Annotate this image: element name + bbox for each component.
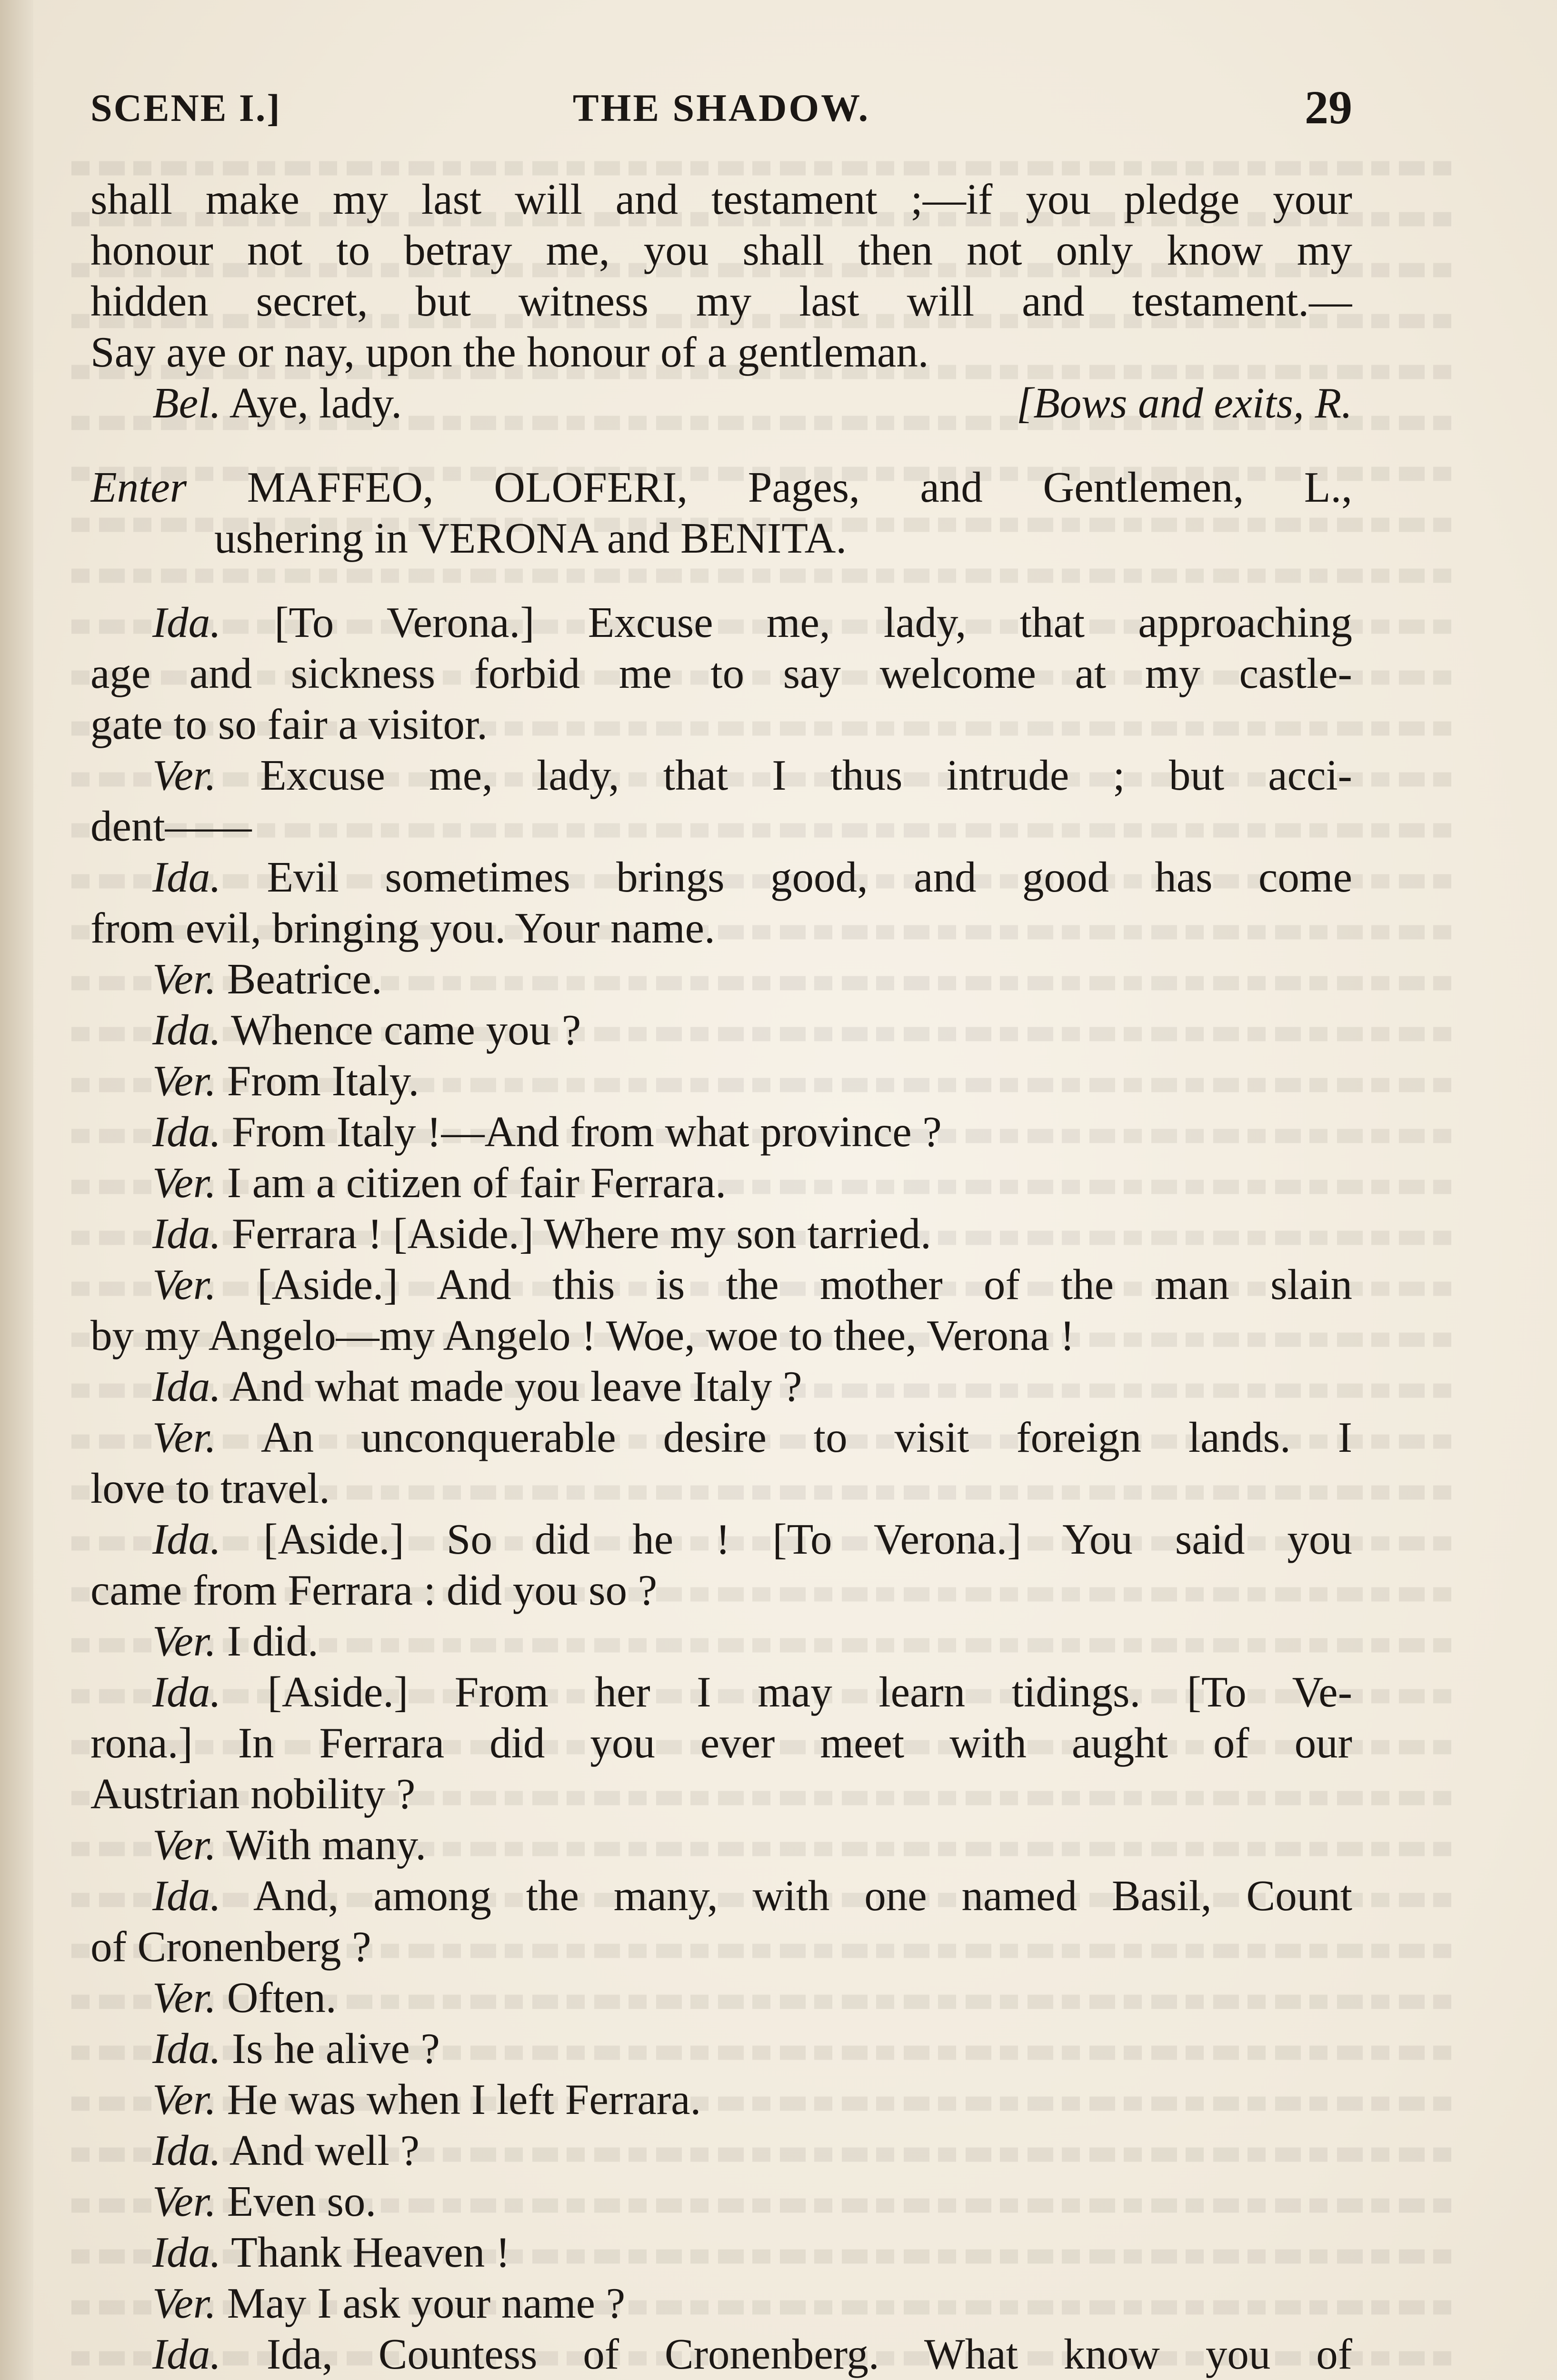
text-line <box>90 1463 1352 1514</box>
running-header <box>90 76 1352 148</box>
line-text: Ida. [To Verona.] Excuse me, lady, that approaching <box>152 598 1352 646</box>
speaker-name: Ver. <box>152 1057 216 1105</box>
text-line <box>90 1208 1352 1259</box>
paragraph-gap <box>90 564 1352 597</box>
speaker-name: Ver. <box>152 1413 216 1461</box>
line-text: Enter MAFFEO, OLOFERI, Pages, and Gentlemen, L., <box>90 463 1352 511</box>
page-gutter <box>0 0 33 2380</box>
text-line <box>90 1972 1352 2023</box>
speaker-name: Enter <box>90 463 187 511</box>
speaker-name: Ida. <box>152 1108 221 1156</box>
text-line <box>90 699 1352 750</box>
line-text: Ida. [Aside.] From her I may learn tidings. [To Ve- <box>152 1668 1352 1716</box>
line-text: Ver. Beatrice. <box>152 955 382 1003</box>
speaker-name: Ida. <box>152 1515 221 1563</box>
line-text: Austrian nobility ? <box>90 1770 416 1818</box>
text-line <box>90 1004 1352 1055</box>
text-line <box>90 2023 1352 2074</box>
text-line <box>90 174 1352 225</box>
text-line <box>90 1870 1352 1921</box>
text-line <box>90 953 1352 1004</box>
speaker-name: Bel. <box>152 379 221 427</box>
line-text: Ver. I am a citizen of fair Ferrara. <box>152 1159 727 1207</box>
text-line <box>90 1717 1352 1768</box>
line-text: Ver. Excuse me, lady, that I thus intrude ; but acci- <box>152 751 1352 799</box>
line-text: by my Angelo—my Angelo ! Woe, woe to thee, Verona ! <box>90 1311 1075 1359</box>
dialogue-text: Bel. Aye, lady. <box>152 379 402 427</box>
text-line <box>90 2278 1352 2329</box>
speaker-name: Ida. <box>152 1872 221 1920</box>
line-text: age and sickness forbid me to say welcome at my castle- <box>90 649 1352 697</box>
speaker-name: Ida. <box>152 853 221 901</box>
text-line <box>90 1819 1352 1870</box>
text-line <box>90 2329 1352 2380</box>
text-line <box>90 276 1352 327</box>
text-line <box>90 327 1352 377</box>
speaker-name: Ida. <box>152 1668 221 1716</box>
page-number: 29 <box>1305 81 1352 134</box>
text-line <box>90 648 1352 699</box>
speaker-name: Ida. <box>152 1006 221 1054</box>
page-body-text <box>90 174 1352 2380</box>
line-text: Ver. I did. <box>152 1617 319 1665</box>
line-text: Ida. From Italy !—And from what province ? <box>152 1108 942 1156</box>
speaker-name: Ver. <box>152 751 216 799</box>
speaker-name: Ida. <box>152 2126 221 2174</box>
line-text: Ida. Is he alive ? <box>152 2024 440 2073</box>
line-text: Ida. And well ? <box>152 2126 420 2174</box>
text-line <box>90 801 1352 852</box>
text-line <box>90 1361 1352 1412</box>
speaker-name: Ver. <box>152 2279 216 2327</box>
text-line <box>90 597 1352 648</box>
line-text: Say aye or nay, upon the honour of a gentleman. <box>90 328 929 376</box>
line-text: hidden secret, but witness my last will and testament.— <box>90 277 1352 325</box>
text-line <box>90 1768 1352 1819</box>
text-line <box>90 1514 1352 1565</box>
line-text: Ida. Thank Heaven ! <box>152 2228 510 2276</box>
line-text: Ver. Often. <box>152 1973 337 2022</box>
line-text: Ver. May I ask your name ? <box>152 2279 626 2327</box>
line-text: Ida. And what made you leave Italy ? <box>152 1362 802 1410</box>
text-line <box>90 1259 1352 1310</box>
text-line <box>90 2074 1352 2125</box>
paragraph-gap <box>90 428 1352 462</box>
line-text: shall make my last will and testament ;—if you pledge your <box>90 175 1352 223</box>
speaker-name: Ida. <box>152 598 221 646</box>
line-text: Ida. And, among the many, with one named Basil, Count <box>152 1872 1352 1920</box>
text-line <box>90 1616 1352 1666</box>
text-line <box>90 513 1352 564</box>
speaker-name: Ida. <box>152 1362 221 1410</box>
show-through-line <box>71 161 1452 176</box>
speaker-name: Ver. <box>152 1973 216 2022</box>
line-text: rona.] In Ferrara did you ever meet with aught of our <box>90 1719 1352 1767</box>
line-text: from evil, bringing you. Your name. <box>90 904 715 952</box>
text-line <box>90 1565 1352 1616</box>
text-line <box>90 852 1352 902</box>
speaker-name: Ida. <box>152 1210 221 1258</box>
stage-direction: [Bows and exits, R. <box>1016 379 1352 427</box>
text-line <box>90 377 1352 428</box>
speaker-name: Ida. <box>152 2228 221 2276</box>
line-text: Ida. Whence came you ? <box>152 1006 581 1054</box>
line-text: honour not to betray me, you shall then not only know my <box>90 226 1352 274</box>
text-line <box>90 1666 1352 1717</box>
line-text: Ida. Evil sometimes brings good, and good has come <box>152 853 1352 901</box>
text-line <box>90 1921 1352 1972</box>
line-text: came from Ferrara : did you so ? <box>90 1566 658 1614</box>
line-text: Ver. From Italy. <box>152 1057 419 1105</box>
running-title: THE SHADOW. <box>572 86 870 129</box>
text-line <box>90 225 1352 276</box>
text-line <box>90 1157 1352 1208</box>
line-text: Ida. Ida, Countess of Cronenberg. What know you of <box>152 2330 1352 2378</box>
speaker-name: Ver. <box>152 955 216 1003</box>
text-line <box>90 902 1352 953</box>
line-text: Ver. [Aside.] And this is the mother of the man slain <box>152 1260 1352 1309</box>
speaker-name: Ida. <box>152 2330 221 2378</box>
speaker-name: Ver. <box>152 2075 216 2123</box>
line-text: dent—— <box>90 802 252 850</box>
line-text: Ver. With many. <box>152 1821 427 1869</box>
speaker-name: Ver. <box>152 1159 216 1207</box>
line-text: love to travel. <box>90 1464 330 1512</box>
text-line <box>90 1106 1352 1157</box>
text-line <box>90 2125 1352 2176</box>
speaker-name: Ver. <box>152 1821 216 1869</box>
line-text: Ida. Ferrara ! [Aside.] Where my son tarried. <box>152 1210 931 1258</box>
text-line <box>90 462 1352 513</box>
line-text: Ida. [Aside.] So did he ! [To Verona.] You said you <box>152 1515 1352 1563</box>
line-text: Ver. Even so. <box>152 2177 377 2225</box>
line-text: of Cronenberg ? <box>90 1923 371 1971</box>
line-text: Ver. An unconquerable desire to visit foreign lands. I <box>152 1413 1352 1461</box>
text-line <box>90 1055 1352 1106</box>
speaker-name: Ver. <box>152 1260 216 1309</box>
speaker-name: Ver. <box>152 1617 216 1665</box>
text-line <box>90 750 1352 801</box>
speaker-name: Ver. <box>152 2177 216 2225</box>
text-line <box>90 2227 1352 2278</box>
scene-label: SCENE I.] <box>90 86 281 129</box>
line-text: Ver. He was when I left Ferrara. <box>152 2075 701 2123</box>
line-text: gate to so fair a visitor. <box>90 700 488 748</box>
line-text: ushering in VERONA and BENITA. <box>214 514 847 562</box>
speaker-name: Ida. <box>152 2024 221 2073</box>
text-line <box>90 1310 1352 1361</box>
text-line <box>90 1412 1352 1463</box>
text-line <box>90 2176 1352 2227</box>
